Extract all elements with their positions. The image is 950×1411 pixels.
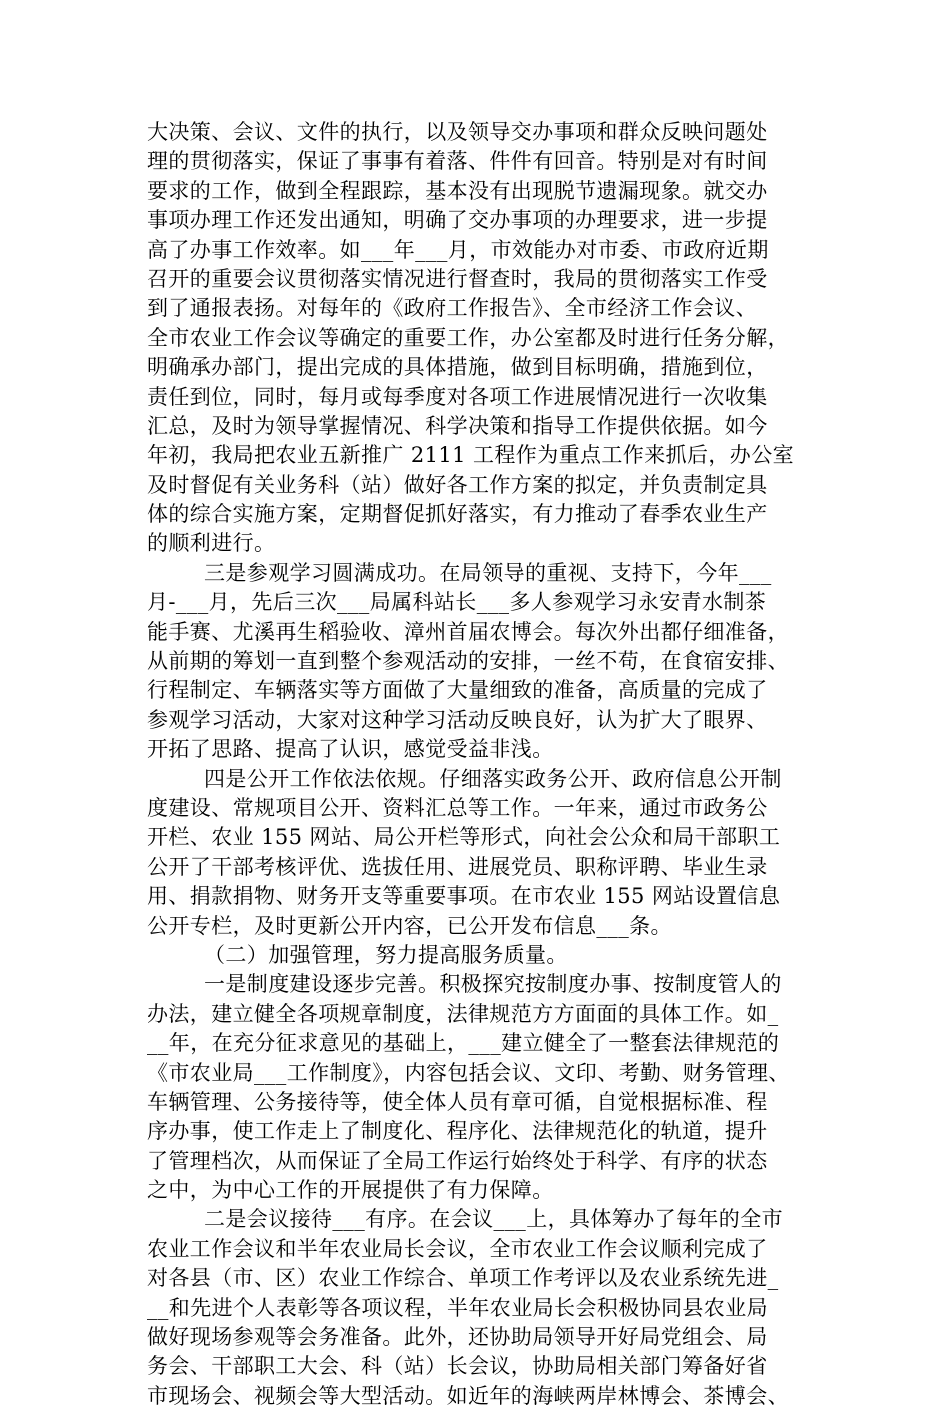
- text-line: 了管理档次，从而保证了全局工作运行始终处于科学、有序的状态: [147, 1148, 768, 1173]
- text-line: 大决策、会议、文件的执行，以及领导交办事项和群众反映问题处: [147, 120, 768, 144]
- text-line: 之中，为中心工作的开展提供了有力保障。: [147, 1178, 554, 1203]
- text-line: 市现场会、视频会等大型活动。如近年的海峡两岸林博会、茶博会、: [147, 1383, 789, 1408]
- text-line: 理的贯彻落实，保证了事事有着落、件件有回音。特别是对有时间: [147, 149, 768, 174]
- text-line: 农业工作会议和半年农业局长会议，全市农业工作会议顺利完成了: [147, 1236, 768, 1261]
- text-line: 对各县（市、区）农业工作综合、单项工作考评以及农业系统先进_: [147, 1266, 779, 1291]
- text-line: 公开专栏，及时更新公开内容，已公开发布信息___条。: [147, 913, 672, 938]
- text-line: 公开了干部考核评优、选拔任用、进展党员、职称评聘、毕业生录: [147, 854, 768, 879]
- text-line: 的顺利进行。: [147, 531, 276, 556]
- text-line: 《市农业局___工作制度》，内容包括会议、文印、考勤、财务管理、: [147, 1060, 790, 1085]
- text-line: 到了通报表扬。对每年的《政府工作报告》、全市经济工作会议、: [147, 296, 758, 321]
- text-line: 明确承办部门，提出完成的具体措施，做到目标明确，措施到位，: [147, 355, 768, 380]
- text-line: 年初，我局把农业五新推广 2111 工程作为重点工作来抓后，办公室: [147, 443, 794, 468]
- text-line: 做好现场参观等会务准备。此外，还协助局领导开好局党组会、局: [147, 1325, 768, 1350]
- paragraph-first-line: 二是会议接待___有序。在会议___上，具体筹办了每年的全市: [204, 1207, 783, 1232]
- text-line: 汇总，及时为领导掌握情况、科学决策和指导工作提供依据。如今: [147, 413, 768, 438]
- text-line: __和先进个人表彰等各项议程，半年农业局长会积极协同县农业局: [147, 1295, 768, 1320]
- text-line: 务会、干部职工大会、科（站）长会议，协助局相关部门筹备好省: [147, 1354, 768, 1379]
- paragraph-first-line: （二）加强管理，努力提高服务质量。: [204, 942, 568, 967]
- text-line: 全市农业工作会议等确定的重要工作，办公室都及时进行任务分解，: [147, 325, 789, 350]
- text-line: 用、捐款捐物、财务开支等重要事项。在市农业 155 网站设置信息: [147, 884, 781, 909]
- text-line: 体的综合实施方案，定期督促抓好落实，有力推动了春季农业生产: [147, 502, 768, 527]
- paragraph-first-line: 一是制度建设逐步完善。积极探究按制度办事、按制度管人的: [204, 972, 782, 997]
- text-line: 从前期的筹划一直到整个参观活动的安排，一丝不苟，在食宿安排、: [147, 649, 789, 674]
- text-line: 行程制定、车辆落实等方面做了大量细致的准备，高质量的完成了: [147, 678, 768, 703]
- paragraph-first-line: 四是公开工作依法依规。仔细落实政务公开、政府信息公开制: [204, 766, 782, 791]
- text-line: 能手赛、尤溪再生稻验收、漳州首届农博会。每次外出都仔细准备，: [147, 619, 789, 644]
- text-line: __年，在充分征求意见的基础上，___建立健全了一整套法律规范的: [147, 1031, 780, 1056]
- text-line: 度建设、常规项目公开、资料汇总等工作。一年来，通过市政务公: [147, 795, 768, 820]
- text-line: 参观学习活动，大家对这种学习活动反映良好，认为扩大了眼界、: [147, 707, 768, 732]
- text-line: 序办事，使工作走上了制度化、程序化、法律规范化的轨道，提升: [147, 1119, 768, 1144]
- text-line: 办法，建立健全各项规章制度，法律规范方方面面的具体工作。如_: [147, 1001, 779, 1026]
- text-line: 车辆管理、公务接待等，使全体人员有章可循，自觉根据标准、程: [147, 1089, 768, 1114]
- text-line: 开拓了思路、提高了认识，感觉受益非浅。: [147, 737, 554, 762]
- document-body: [147, 118, 827, 1411]
- text-line: 事项办理工作还发出通知，明确了交办事项的办理要求，进一步提: [147, 208, 768, 233]
- text-line: 高了办事工作效率。如___年___月，市效能办对市委、市政府近期: [147, 237, 769, 262]
- text-line: 及时督促有关业务科（站）做好各工作方案的拟定，并负责制定具: [147, 472, 768, 497]
- text-line: 召开的重要会议贯彻落实情况进行督查时，我局的贯彻落实工作受: [147, 266, 768, 291]
- text-line: 开栏、农业 155 网站、局公开栏等形式，向社会公众和局干部职工: [147, 825, 781, 850]
- text-line: 月-___月，先后三次___局属科站长___多人参观学习永安青水制茶: [147, 590, 767, 615]
- text-line: 责任到位，同时，每月或每季度对各项工作进展情况进行一次收集: [147, 384, 768, 409]
- paragraph-first-line: 三是参观学习圆满成功。在局领导的重视、支持下，今年___: [204, 560, 772, 585]
- text-line: 要求的工作，做到全程跟踪，基本没有出现脱节遗漏现象。就交办: [147, 178, 768, 203]
